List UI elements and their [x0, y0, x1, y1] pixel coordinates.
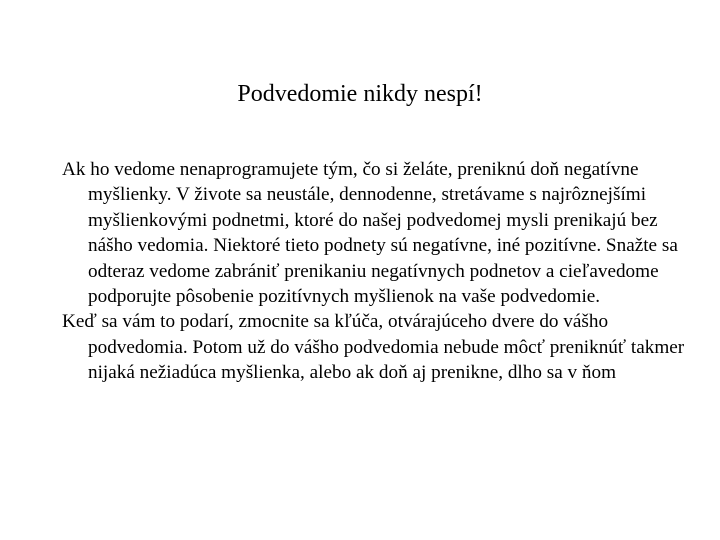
slide-title: Podvedomie nikdy nespí! — [237, 81, 483, 107]
paragraph-2: Keď sa vám to podarí, zmocnite sa kľúča, otvárajúceho dvere do vášho podvedomia. Potom už do vášho podvedomia nebude môcť preniknúť takmer nijaká nežiadúca myšlienka, alebo ak doň aj prenikne, dlho sa v ňom — [62, 311, 685, 384]
slide-body — [62, 157, 692, 386]
paragraph-1: Ak ho vedome nenaprogramujete tým, čo si želáte, preniknú doň negatívne myšlienky. V živote sa neustále, dennodenne, stretávame s najrôznejšími myšlienkovými podnetmi, ktoré do našej podvedomej mysli prenikajú bez nášho vedomia. Niektoré tieto podnety sú negatívne, iné pozitívne. Snažte sa odteraz vedome zabrániť prenikaniu negatívnych podnetov a cieľavedome podporujte pôsobenie pozitívnych myšlienok na vaše podvedomie. — [62, 159, 678, 308]
